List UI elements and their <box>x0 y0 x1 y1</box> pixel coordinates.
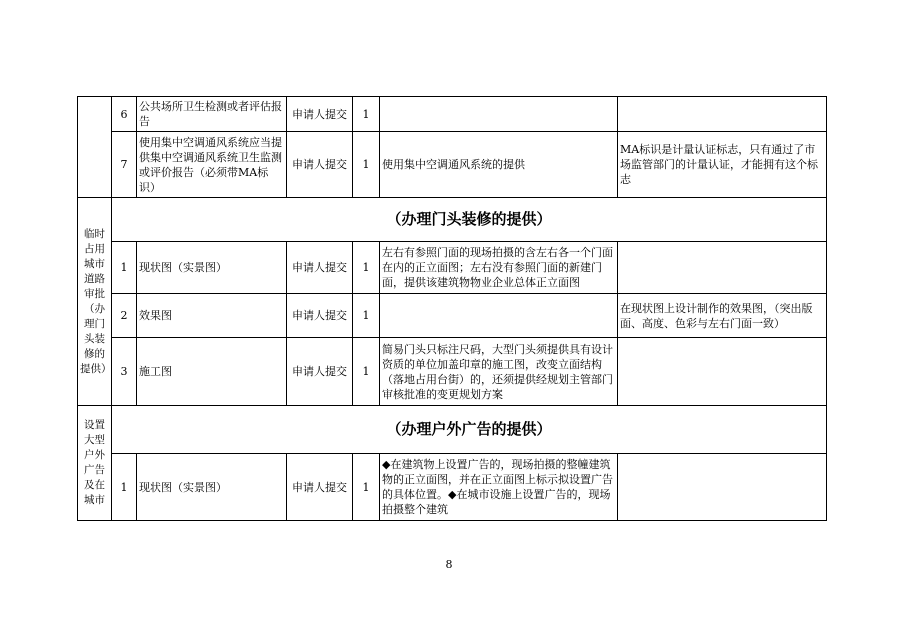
copies-cell: 1 <box>353 97 380 132</box>
item-cell: 公共场所卫生检测或者评估报告 <box>137 97 287 132</box>
copies-cell: 1 <box>353 454 380 521</box>
item-cell: 现状图（实景图） <box>137 242 287 294</box>
requirement-cell: 左右有参照门面的现场拍摄的含左右各一个门面在内的正立面图；左右没有参照门面的新建门面，提供该建筑物物业企业总体正立面图 <box>380 242 618 294</box>
section-cell-continued <box>78 97 112 198</box>
requirement-cell <box>380 97 618 132</box>
section-label-temporary-road-occupation: 临时 占用 城市 道路 审批 （办 理门 头装 修的 提供） <box>78 198 112 406</box>
submitter-cell: 申请人提交 <box>287 242 353 294</box>
section-heading: （办理门头装修的提供） <box>112 198 827 242</box>
requirement-cell <box>380 294 618 338</box>
row-number: 7 <box>112 132 137 198</box>
table-row <box>78 294 827 338</box>
requirement-cell: 使用集中空调通风系统的提供 <box>380 132 618 198</box>
row-number: 6 <box>112 97 137 132</box>
row-number: 1 <box>112 242 137 294</box>
row-number: 2 <box>112 294 137 338</box>
table-row <box>78 454 827 521</box>
row-number: 1 <box>112 454 137 521</box>
requirement-cell: ◆在建筑物上设置广告的，现场拍摄的整幢建筑物的正立面图，并在正立面图上标示拟设置广告的具体位置。◆在城市设施上设置广告的，现场拍摄整个建筑 <box>380 454 618 521</box>
copies-cell: 1 <box>353 294 380 338</box>
table-row <box>78 97 827 132</box>
item-cell: 使用集中空调通风系统应当提供集中空调通风系统卫生监测或评价报告（必须带MA标识） <box>137 132 287 198</box>
copies-cell: 1 <box>353 132 380 198</box>
section-heading-row <box>78 198 827 242</box>
remark-cell <box>618 242 827 294</box>
submitter-cell: 申请人提交 <box>287 454 353 521</box>
remark-cell <box>618 97 827 132</box>
submitter-cell: 申请人提交 <box>287 338 353 406</box>
item-cell: 现状图（实景图） <box>137 454 287 521</box>
requirements-table <box>77 96 827 521</box>
section-heading: （办理户外广告的提供） <box>112 406 827 454</box>
remark-cell <box>618 454 827 521</box>
submitter-cell: 申请人提交 <box>287 132 353 198</box>
table-row <box>78 338 827 406</box>
section-label-outdoor-advertising: 设置 大型 户外 广告 及在 城市 <box>78 406 112 521</box>
row-number: 3 <box>112 338 137 406</box>
requirement-cell: 简易门头只标注尺码，大型门头须提供具有设计资质的单位加盖印章的施工图，改变立面结构（落地占用台街）的，还须提供经规划主管部门审核批准的变更规划方案 <box>380 338 618 406</box>
remark-cell: MA标识是计量认证标志，只有通过了市场监管部门的计量认证，才能拥有这个标志 <box>618 132 827 198</box>
copies-cell: 1 <box>353 338 380 406</box>
remark-cell: 在现状图上设计制作的效果图，（突出版面、高度、色彩与左右门面一致） <box>618 294 827 338</box>
submitter-cell: 申请人提交 <box>287 97 353 132</box>
remark-cell <box>618 338 827 406</box>
table-row <box>78 242 827 294</box>
item-cell: 效果图 <box>137 294 287 338</box>
item-cell: 施工图 <box>137 338 287 406</box>
submitter-cell: 申请人提交 <box>287 294 353 338</box>
table-row <box>78 132 827 198</box>
section-heading-row <box>78 406 827 454</box>
page-number: 8 <box>445 558 453 571</box>
copies-cell: 1 <box>353 242 380 294</box>
